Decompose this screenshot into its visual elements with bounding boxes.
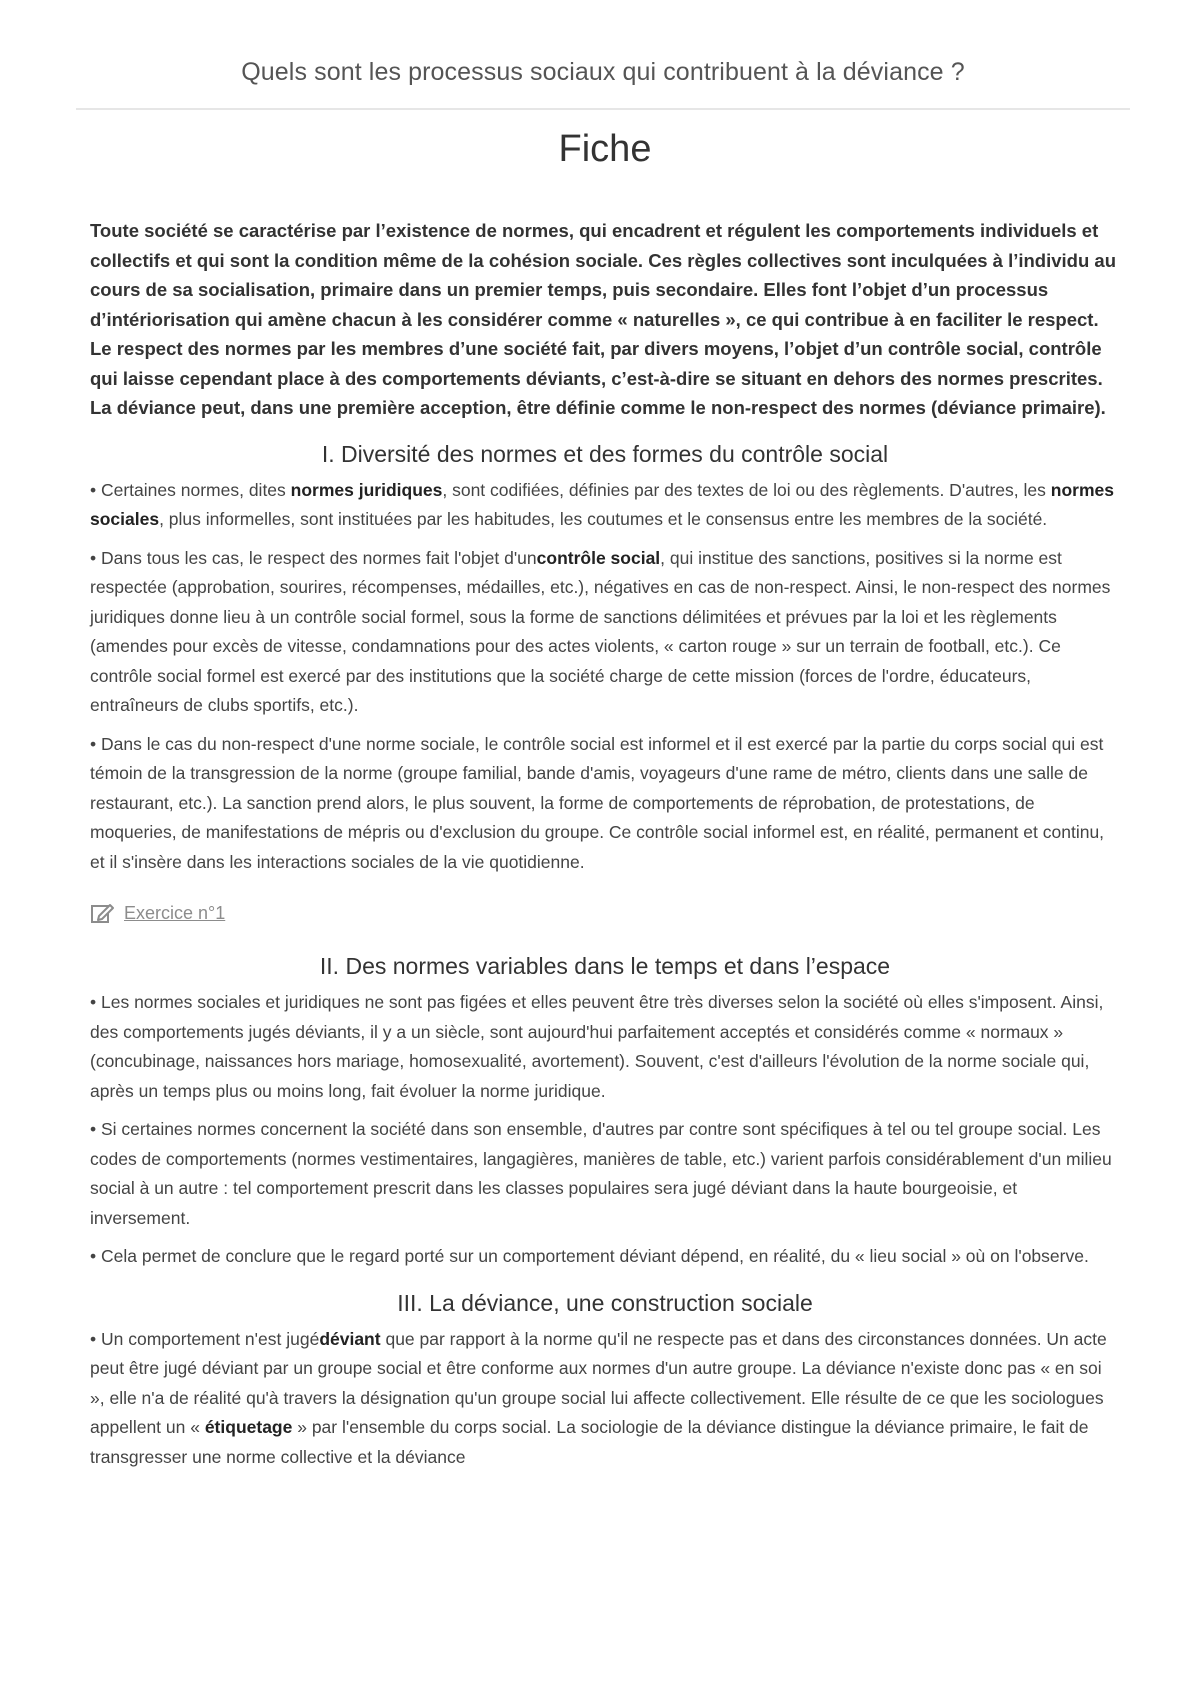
- intro-paragraph: Le respect des normes par les membres d’une société fait, par divers moyens, l’objet d’un contrôle social, contrôle qui laisse cependant place à des comportements déviants, c’est-à-dire se situant en dehors des normes prescrites. La déviance peut, dans une première acception, être définie comme le non-respect des normes (déviance primaire).: [90, 338, 1106, 418]
- text-run: , sont codifiées, définies par des textes de loi ou des règlements. D'autres, les: [442, 479, 1051, 500]
- intro-block: [90, 216, 1120, 423]
- paragraph: • Les normes sociales et juridiques ne sont pas figées et elles peuvent être très diverses selon la société où elles s'imposent. Ainsi, des comportements jugés déviants, il y a un siècle, sont aujourd'hui parfaitement acceptés et considérés comme « normaux » (concubinage, naissances hors mariage, homosexualité, avortement). Souvent, c'est d'ailleurs l'évolution de la norme sociale qui, après un temps plus ou moins long, fait évoluer la norme juridique.: [90, 992, 1104, 1101]
- paragraph: • Cela permet de conclure que le regard porté sur un comportement déviant dépend, en réalité, du « lieu social » où on l'observe.: [90, 1246, 1089, 1266]
- bold-term: déviant: [319, 1328, 381, 1349]
- text-run: » par l'ensemble du corps social. La sociologie de la déviance distingue la déviance primaire, le fait de transgresser une norme collective et la déviance: [90, 1417, 1089, 1467]
- paragraph: [90, 1325, 1120, 1473]
- paragraph: [90, 544, 1120, 721]
- bold-term: normes juridiques: [290, 479, 443, 500]
- section-heading: I. Diversité des normes et des formes du contrôle social: [321, 440, 889, 467]
- text-run: • Un comportement n'est jugé: [90, 1328, 320, 1349]
- paragraph: [90, 476, 1120, 535]
- section-heading: II. Des normes variables dans le temps et dans l’espace: [319, 953, 891, 979]
- page-header: [76, 40, 1130, 110]
- text-run: que par rapport à la norme qu'il ne respecte pas et dans des circonstances données. Un acte peut être jugé déviant par un groupe social et être conforme aux normes d'un autre groupe. La déviance n'existe donc pas « en soi », elle n'a de réalité qu'à travers la désignation qu'un groupe social lui affecte collectivement. Elle résulte de ce que les sociologues appellent un «: [90, 1328, 1107, 1437]
- bold-term: normes sociales: [90, 479, 1114, 529]
- text-run: • Dans tous les cas, le respect des normes fait l'objet d'un: [90, 547, 537, 568]
- document-content: [90, 120, 1120, 1481]
- intro-paragraph: Toute société se caractérise par l’existence de normes, qui encadrent et régulent les comportements individuels et collectifs et qui sont la condition même de la cohésion sociale. Ces règles collectives sont inculquées à l’individu au cours de sa socialisation, primaire dans un premier temps, puis secondaire. Elles font l’objet d’un processus d’intériorisation qui amène chacun à les considérer comme « naturelles », ce qui contribue à en faciliter le respect.: [90, 220, 1117, 330]
- document-header-title: Quels sont les processus sociaux qui contribuent à la déviance ?: [241, 58, 965, 86]
- text-run: , plus informelles, sont instituées par les habitudes, les coutumes et le consensus entre les membres de la société.: [159, 509, 1048, 529]
- exercise-link[interactable]: Exercice n°1: [124, 902, 226, 923]
- text-run: • Certaines normes, dites: [90, 479, 291, 500]
- bold-term: étiquetage: [204, 1417, 293, 1437]
- section-heading: III. La déviance, une construction sociale: [397, 1289, 813, 1316]
- paragraph: • Si certaines normes concernent la société dans son ensemble, d'autres par contre sont spécifiques à tel ou tel groupe social. Les codes de comportements (normes vestimentaires, langagières, manières de table, etc.) varient parfois considérablement d'un milieu social à un autre : tel comportement prescrit dans les classes populaires sera jugé déviant dans la haute bourgeoisie, et inversement.: [90, 1119, 1112, 1228]
- page-title: Fiche: [558, 128, 652, 170]
- edit-icon: [90, 901, 116, 925]
- exercise-link-row[interactable]: [90, 901, 1120, 925]
- paragraph: • Dans le cas du non-respect d'une norme sociale, le contrôle social est informel et il est exercé par la partie du corps social qui est témoin de la transgression de la norme (groupe familial, bande d'amis, voyageurs d'une rame de métro, clients dans une salle de restaurant, etc.). La sanction prend alors, le plus souvent, la forme de comportements de réprobation, de protestations, de moqueries, de manifestations de mépris ou d'exclusion du groupe. Ce contrôle social informel est, en réalité, permanent et continu, et il s'insère dans les interactions sociales de la vie quotidienne.: [90, 733, 1105, 872]
- text-run: , qui institue des sanctions, positives si la norme est respectée (approbation, sourires, récompenses, médailles, etc.), négatives en cas de non-respect. Ainsi, le non-respect des normes juridiques donne lieu à un contrôle social formel, sous la forme de sanctions délimitées et prévues par la loi et les règlements (amendes pour excès de vitesse, condamnations pour des actes violents, « carton rouge » sur un terrain de football, etc.). Ce contrôle social formel est exercé par des institutions que la société charge de cette mission (forces de l'ordre, éducateurs, entraîneurs de clubs sportifs, etc.).: [90, 547, 1111, 715]
- bold-term: contrôle social: [536, 547, 661, 568]
